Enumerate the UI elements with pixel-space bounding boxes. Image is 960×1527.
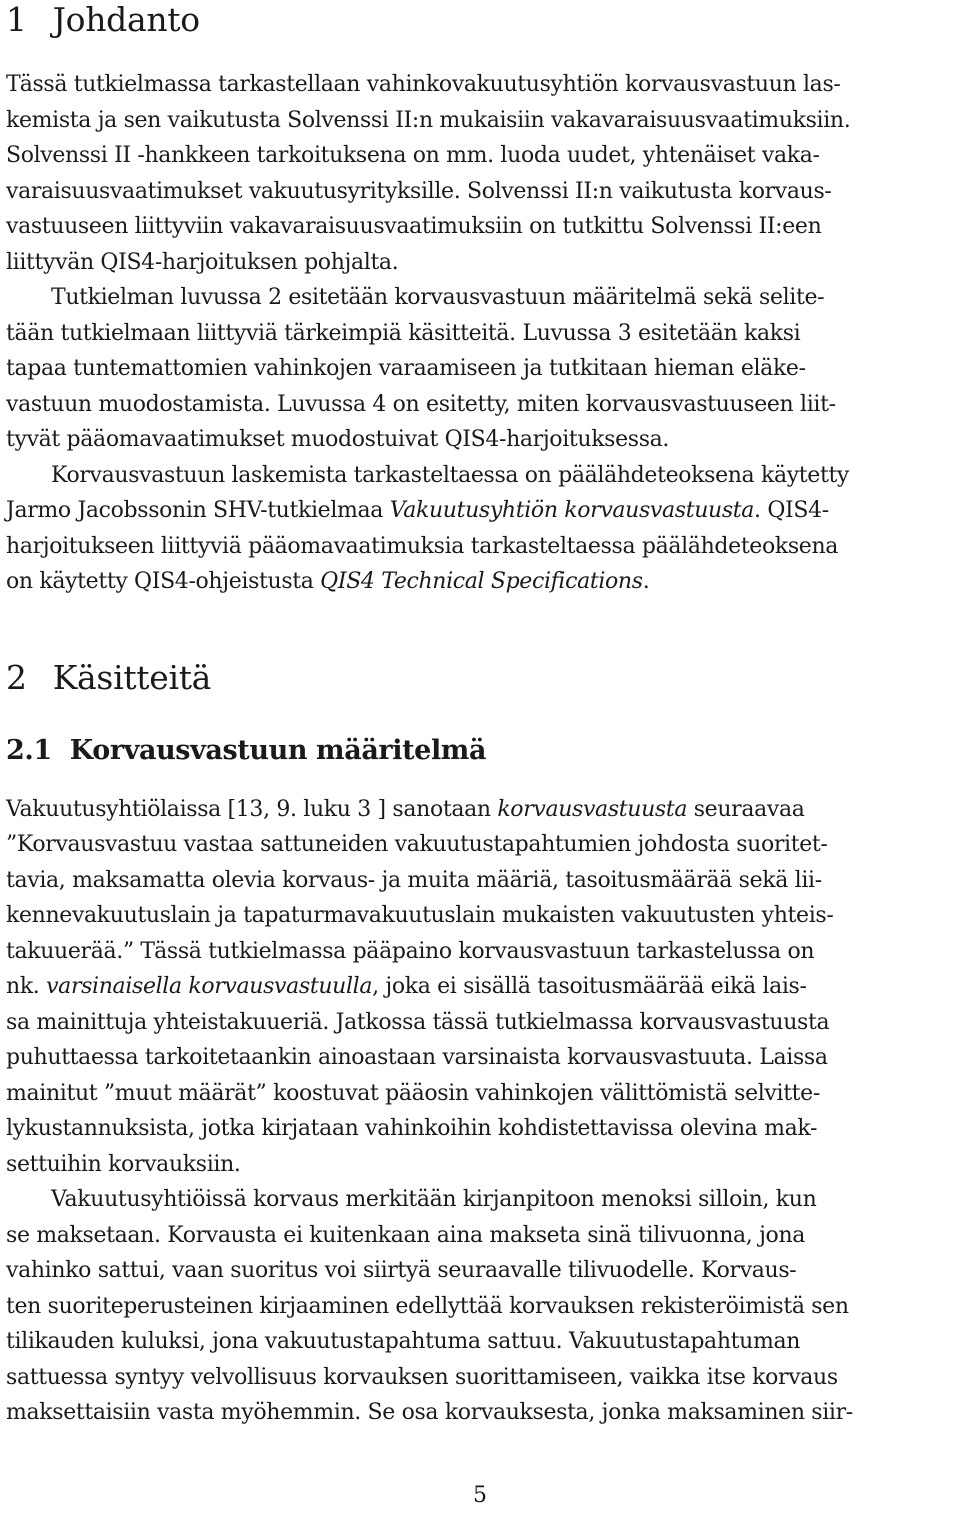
text-line: ”Korvausvastuu vastaa sattuneiden vakuutustapahtumien johdosta suoritet-	[6, 832, 828, 857]
text-run: Jarmo Jacobssonin SHV-tutkielmaa	[6, 498, 390, 523]
text-run: . QIS4-	[754, 498, 829, 523]
section-title: Korvausvastuun määritelmä	[69, 735, 487, 766]
text-line	[6, 792, 958, 828]
text-line: vastuun muodostamista. Luvussa 4 on esitetty, miten korvausvastuuseen liit-	[6, 392, 836, 417]
section-heading-2	[6, 658, 211, 698]
subsection-heading-2-1	[6, 733, 486, 769]
emphasized-term: korvausvastuusta	[497, 797, 688, 822]
text-run: on käytetty QIS4-ohjeistusta	[6, 569, 321, 594]
text-line: lykustannuksista, jotka kirjataan vahinkoihin kohdistettavissa olevina mak-	[6, 1116, 818, 1141]
text-line: vastuuseen liittyviin vakavaraisuusvaatimuksiin on tutkittu Solvenssi II:een	[6, 214, 822, 239]
text-line: puhuttaessa tarkoitetaankin ainoastaan varsinaista korvausvastuuta. Laissa	[6, 1045, 828, 1070]
text-line: tapaa tuntemattomien vahinkojen varaamiseen ja tutkitaan hieman eläke-	[6, 356, 806, 381]
text-run: nk.	[6, 974, 47, 999]
section-number: 1	[6, 0, 27, 39]
text-line: mainitut ”muut määrät” koostuvat pääosin vahinkojen välittömistä selvitte-	[6, 1081, 820, 1106]
book-title: QIS4 Technical Specifications	[320, 569, 643, 594]
text-line: tään tutkielmaan liittyviä tärkeimpiä käsitteitä. Luvussa 3 esitetään kaksi	[6, 321, 801, 346]
text-line: harjoitukseen liittyviä pääomavaatimuksia tarkasteltaessa päälähdeteoksena	[6, 534, 839, 559]
text-line	[6, 493, 958, 529]
text-line: tyvät pääomavaatimukset muodostuivat QIS4-harjoituksessa.	[6, 427, 670, 452]
text-run: Vakuutusyhtiölaissa [13, 9. luku 3 ] sanotaan	[6, 797, 498, 822]
text-line: maksettaisiin vasta myöhemmin. Se osa korvauksesta, jonka maksaminen siir-	[6, 1400, 853, 1425]
text-line: kemista ja sen vaikutusta Solvenssi II:n mukaisiin vakavaraisuusvaatimuksiin.	[6, 108, 851, 133]
text-line: tavia, maksamatta olevia korvaus- ja muita määriä, tasoitusmäärää sekä lii-	[6, 868, 822, 893]
book-title: Vakuutusyhtiön korvausvastuusta	[389, 498, 755, 523]
text-line: ten suoriteperusteinen kirjaaminen edellyttää korvauksen rekisteröimistä sen	[6, 1294, 849, 1319]
text-line: varaisuusvaatimukset vakuutusyrityksille. Solvenssi II:n vaikutusta korvaus-	[6, 179, 832, 204]
text-line: vahinko sattui, vaan suoritus voi siirtyä seuraavalle tilivuodelle. Korvaus-	[6, 1258, 797, 1283]
text-run: , joka ei sisällä tasoitusmäärää eikä lais-	[372, 974, 807, 999]
text-line: Tässä tutkielmassa tarkastellaan vahinkovakuutusyhtiön korvausvastuun las-	[6, 72, 841, 97]
text-line: takuuerää.” Tässä tutkielmassa pääpaino korvausvastuun tarkastelussa on	[6, 939, 815, 964]
section-number: 2.1	[6, 735, 52, 766]
section-title: Johdanto	[52, 0, 200, 39]
text-line: sa mainittuja yhteistakuueriä. Jatkossa tässä tutkielmassa korvausvastuusta	[6, 1010, 830, 1035]
text-run: .	[642, 569, 650, 594]
text-line: liittyvän QIS4-harjoituksen pohjalta.	[6, 250, 399, 275]
text-line: Solvenssi II -hankkeen tarkoituksena on mm. luoda uudet, yhtenäiset vaka-	[6, 143, 820, 168]
text-line: tilikauden kuluksi, jona vakuutustapahtuma sattuu. Vakuutustapahtuman	[6, 1329, 801, 1354]
text-line: kennevakuutuslain ja tapaturmavakuutuslain mukaisten vakuutusten yhteis-	[6, 903, 834, 928]
emphasized-term: varsinaisella korvausvastuulla	[46, 974, 373, 999]
text-line: Vakuutusyhtiöissä korvaus merkitään kirjanpitoon menoksi silloin, kun	[51, 1187, 817, 1212]
text-line	[6, 564, 958, 600]
page-number: 5	[473, 1483, 487, 1508]
section-heading-1	[6, 0, 200, 40]
text-line: se maksetaan. Korvausta ei kuitenkaan aina makseta sinä tilivuonna, jona	[6, 1223, 806, 1248]
text-run: seuraavaa	[687, 797, 805, 822]
section-title: Käsitteitä	[52, 658, 212, 697]
text-line	[6, 969, 958, 1005]
text-line: settuihin korvauksiin.	[6, 1152, 241, 1177]
text-line: Tutkielman luvussa 2 esitetään korvausvastuun määritelmä sekä selite-	[51, 285, 825, 310]
section-number: 2	[6, 658, 27, 697]
text-line: Korvausvastuun laskemista tarkasteltaessa on päälähdeteoksena käytetty	[51, 463, 850, 488]
text-line: sattuessa syntyy velvollisuus korvauksen suorittamiseen, vaikka itse korvaus	[6, 1365, 838, 1390]
